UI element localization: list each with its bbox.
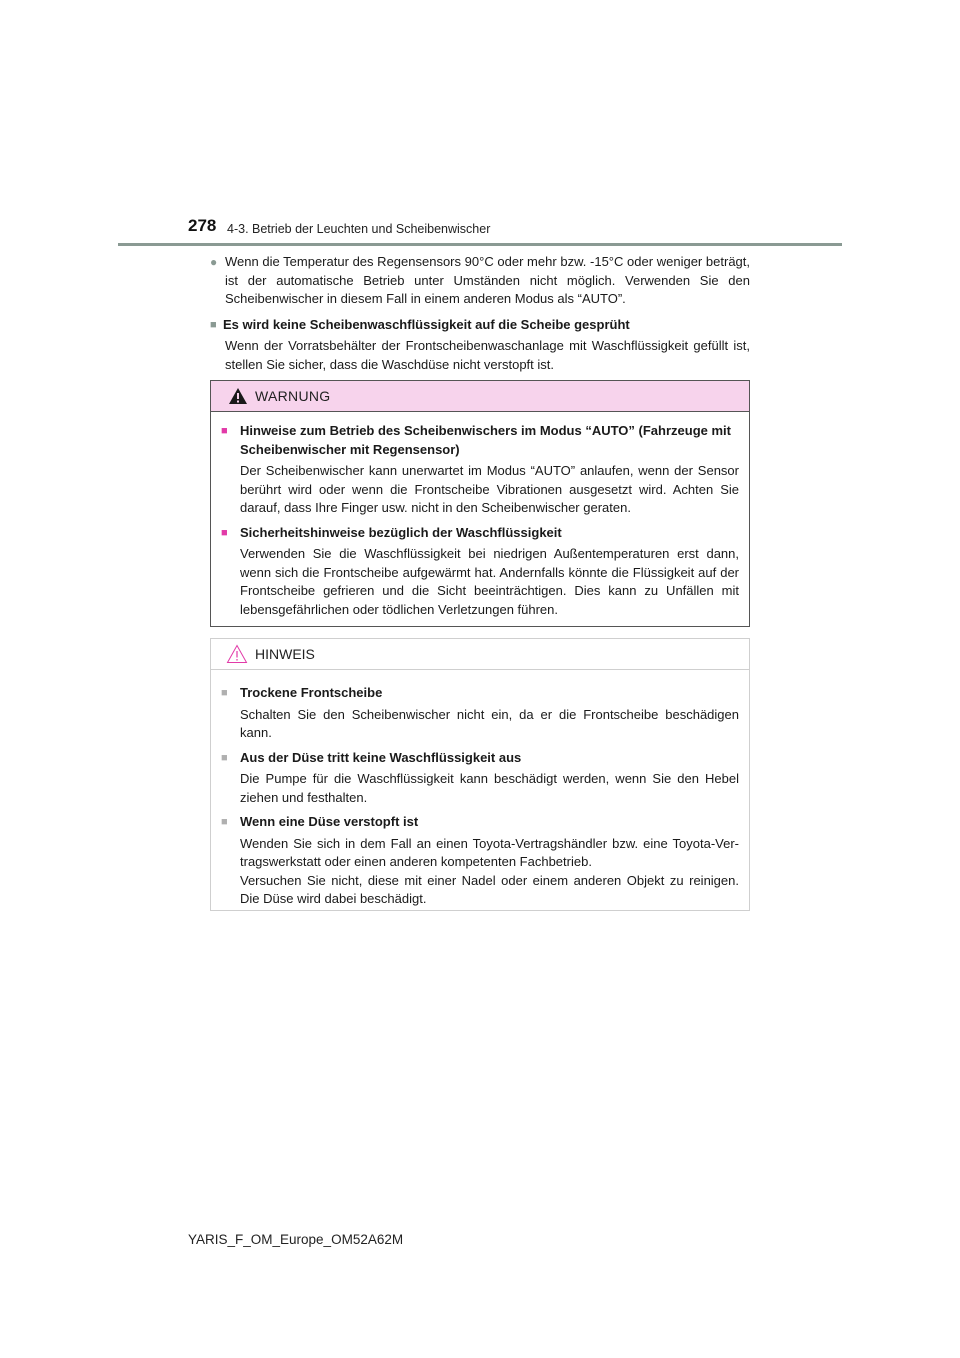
warning-title: WARNUNG [255, 388, 331, 404]
warning-item [221, 524, 739, 620]
square-bullet-icon: ■ [221, 687, 228, 699]
warning-header [211, 381, 749, 412]
warning-item-text: Der Scheibenwischer kann unerwartet im Modus “AUTO” anlaufen, wenn der Sensor berührt wird oder wenn die Frontscheibe Vibrationen ausgesetzt wird. Achten Sie darauf, dass Ihre Finger usw. nicht in den Scheibenwischer geraten. [240, 463, 739, 515]
square-bullet-icon: ■ [210, 318, 217, 331]
notice-item-text: Wenden Sie sich in dem Fall an einen Toyota-Vertragshändler bzw. eine Toyota-Ver-tragswerkstatt oder einen anderen kompetenten Fachbetrieb. [240, 835, 739, 869]
warning-triangle-icon [228, 387, 248, 405]
notice-item-heading: Trockene Frontscheibe [240, 685, 383, 700]
notice-item-text: Die Pumpe für die Waschflüssigkeit kann beschädigt werden, wenn Sie den Hebel ziehen und festhalten. [240, 771, 739, 805]
notice-body [211, 670, 749, 909]
intro-heading [210, 316, 750, 335]
notice-box [210, 638, 750, 911]
caution-triangle-icon [226, 644, 248, 664]
notice-header [211, 639, 749, 670]
notice-item-heading: Wenn eine Düse verstopft ist [240, 814, 419, 829]
intro-text: Wenn der Vorratsbehälter der Frontscheibenwaschanlage mit Waschflüssigkeit gefüllt ist, stellen Sie sicher, dass die Waschdüse nicht verstopft ist. [225, 338, 750, 372]
intro-bullet [210, 253, 750, 309]
notice-item-heading: Aus der Düse tritt keine Waschflüssigkeit aus [240, 749, 522, 765]
intro-heading-text: Es wird keine Scheibenwaschflüssigkeit auf die Scheibe gesprüht [223, 316, 630, 332]
warning-item [221, 422, 739, 518]
warning-box [210, 380, 750, 627]
header-divider [118, 243, 842, 246]
square-bullet-icon: ■ [221, 526, 228, 539]
notice-item [221, 684, 739, 743]
intro-content [210, 253, 750, 374]
notice-item-text: Schalten Sie den Scheibenwischer nicht ein, da er die Frontscheibe beschädigen kann. [240, 706, 739, 740]
warning-body [211, 412, 749, 619]
notice-item [221, 813, 739, 909]
page-number: 278 [188, 216, 217, 235]
section-title: 4-3. Betrieb der Leuchten und Scheibenwischer [227, 222, 491, 236]
notice-item [221, 749, 739, 808]
circle-bullet-icon: ● [210, 255, 218, 269]
page-header [188, 216, 888, 246]
square-bullet-icon: ■ [221, 751, 228, 764]
warning-item-heading: Sicherheitshinweise bezüglich der Waschflüssigkeit [240, 524, 562, 540]
warning-item-heading: Hinweise zum Betrieb des Scheibenwischers im Modus “AUTO” (Fahrzeuge mit Scheibenwischer mit Regensensor) [240, 423, 731, 457]
warning-item-text: Verwenden Sie die Waschflüssigkeit bei niedrigen Außentemperaturen erst dann, wenn sich die Frontscheibe aufgewärmt hat. Andernfalls könnte die Flüssigkeit auf der Frontscheibe gefrieren und die Sicht beeinträchtigen. Dies kann zu Unfällen mit lebensgefährlichen oder tödlichen Verletzungen führen. [240, 546, 739, 617]
notice-item-text-2: Versuchen Sie nicht, diese mit einer Nadel oder einem anderen Objekt zu reinigen. Die Düse wird dabei beschädigt. [240, 872, 739, 906]
footer-doc-code: YARIS_F_OM_Europe_OM52A62M [188, 1232, 404, 1247]
notice-title: HINWEIS [255, 646, 315, 662]
square-bullet-icon: ■ [221, 425, 228, 437]
intro-bullet-text: Wenn die Temperatur des Regensensors 90°C oder mehr bzw. -15°C oder weniger beträgt, ist der automatische Betrieb unter Umständen nicht möglich. Verwenden Sie den Scheibenwischer in diesem Fall in einem anderen Modus als “AUTO”. [225, 254, 750, 306]
square-bullet-icon: ■ [221, 816, 228, 828]
